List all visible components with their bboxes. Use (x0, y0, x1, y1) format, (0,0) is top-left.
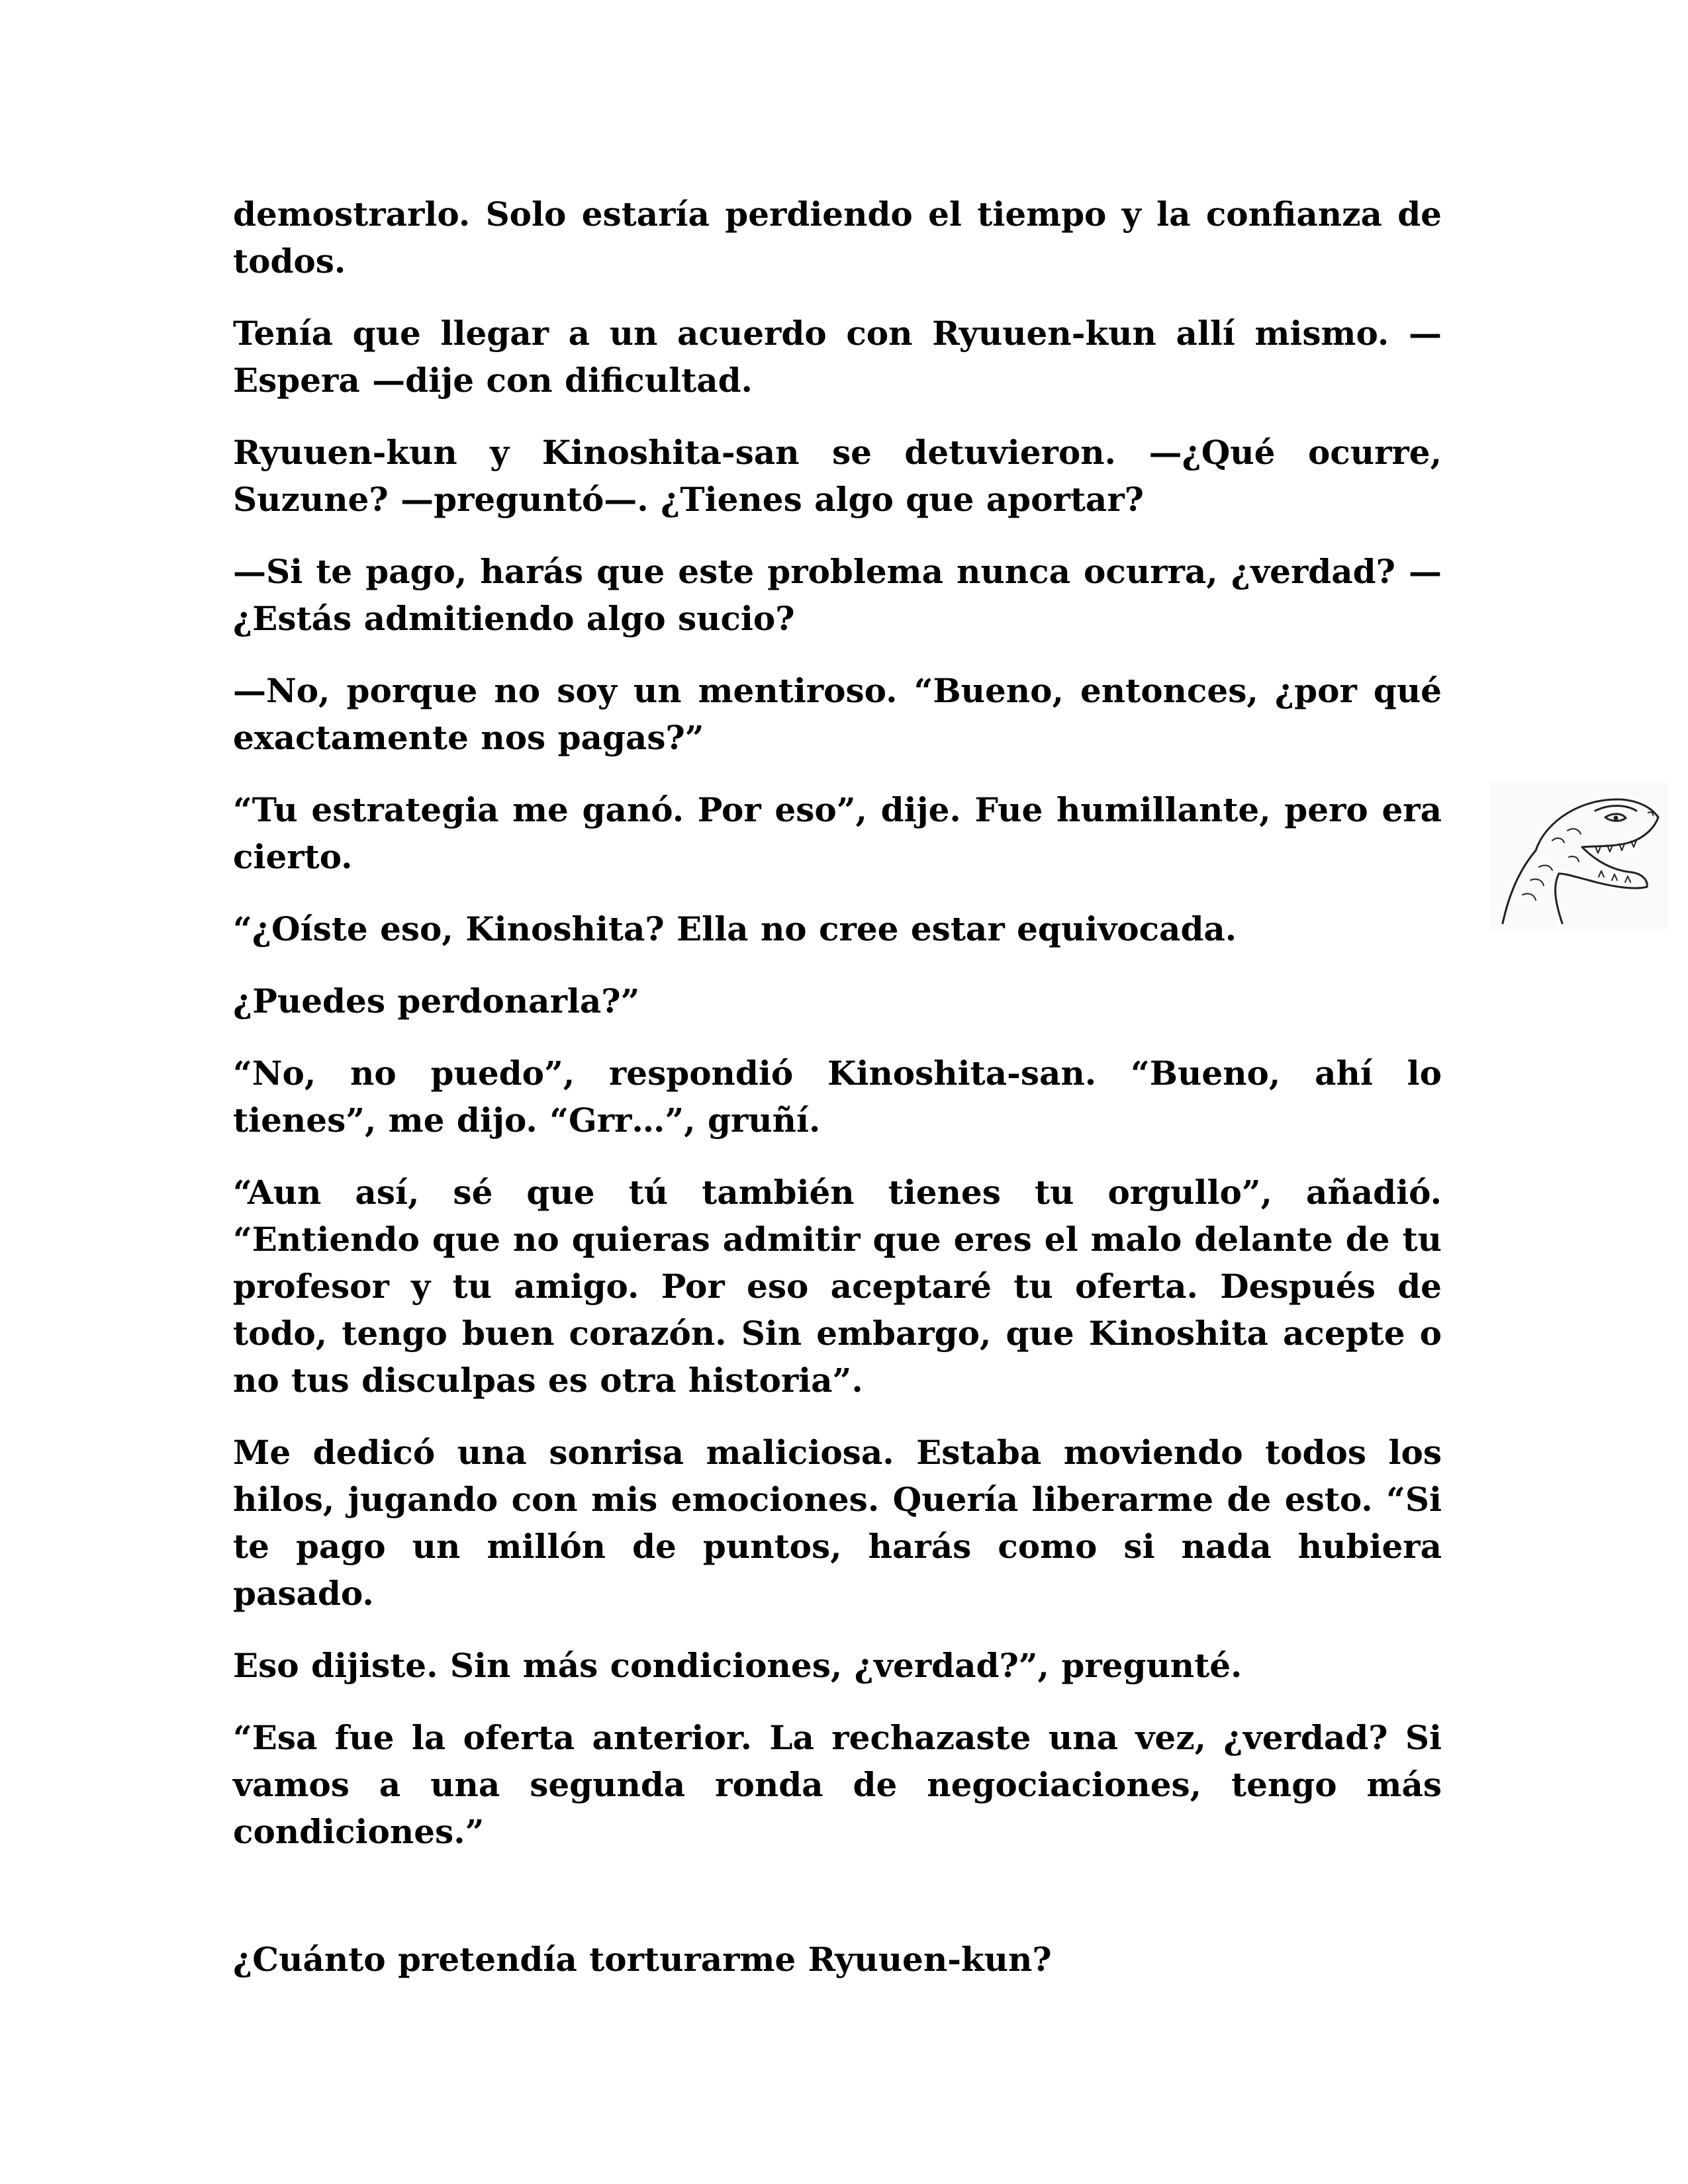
paragraph: Eso dijiste. Sin más condiciones, ¿verdad?”, pregunté. (233, 1646, 1243, 1685)
paragraph: —No, porque no soy un mentiroso. “Bueno, entonces, ¿por qué exactamente nos pagas?” (233, 671, 1442, 757)
paragraph: “Esa fue la oferta anterior. La rechazaste una vez, ¿verdad? Si vamos a una segunda ronda de negociaciones, tengo más condiciones.” (233, 1718, 1442, 1851)
paragraph: “Tu estrategia me ganó. Por eso”, dije. Fue humillante, pero era cierto. (233, 790, 1442, 876)
dinosaur-head-sketch-icon (1489, 781, 1668, 930)
paragraph: ¿Cuánto pretendía torturarme Ryuuen-kun? (233, 1940, 1052, 1979)
paragraph: Me dedicó una sonrisa maliciosa. Estaba moviendo todos los hilos, jugando con mis emociones. Quería liberarme de esto. “Si te pago un millón de puntos, harás como si nada hubiera pasado. (233, 1433, 1442, 1613)
paragraph: Tenía que llegar a un acuerdo con Ryuuen-kun allí mismo. —Espera —dije con dificultad. (233, 314, 1442, 400)
paragraph: “No, no puedo”, respondió Kinoshita-san. “Bueno, ahí lo tienes”, me dijo. “Grr…”, gruñí. (233, 1054, 1442, 1140)
paragraph: —Si te pago, harás que este problema nunca ocurra, ¿verdad? —¿Estás admitiendo algo sucio? (233, 552, 1442, 638)
paragraph: demostrarlo. Solo estaría perdiendo el tiempo y la confianza de todos. (233, 195, 1442, 281)
paragraph: “¿Oíste eso, Kinoshita? Ella no cree estar equivocada. (233, 909, 1237, 948)
paragraph: “Aun así, sé que tú también tienes tu orgullo”, añadió. “Entiendo que no quieras admitir que eres el malo delante de tu profesor y tu amigo. Por eso aceptaré tu oferta. Después de todo, tengo buen corazón. Sin embargo, que Kinoshita acepte o no tus disculpas es otra historia”. (233, 1173, 1442, 1400)
document-page (233, 191, 1442, 2008)
paragraph: ¿Puedes perdonarla?” (233, 981, 640, 1021)
paragraph: Ryuuen-kun y Kinoshita-san se detuvieron. —¿Qué ocurre, Suzune? —preguntó—. ¿Tienes algo que aportar? (233, 433, 1442, 519)
